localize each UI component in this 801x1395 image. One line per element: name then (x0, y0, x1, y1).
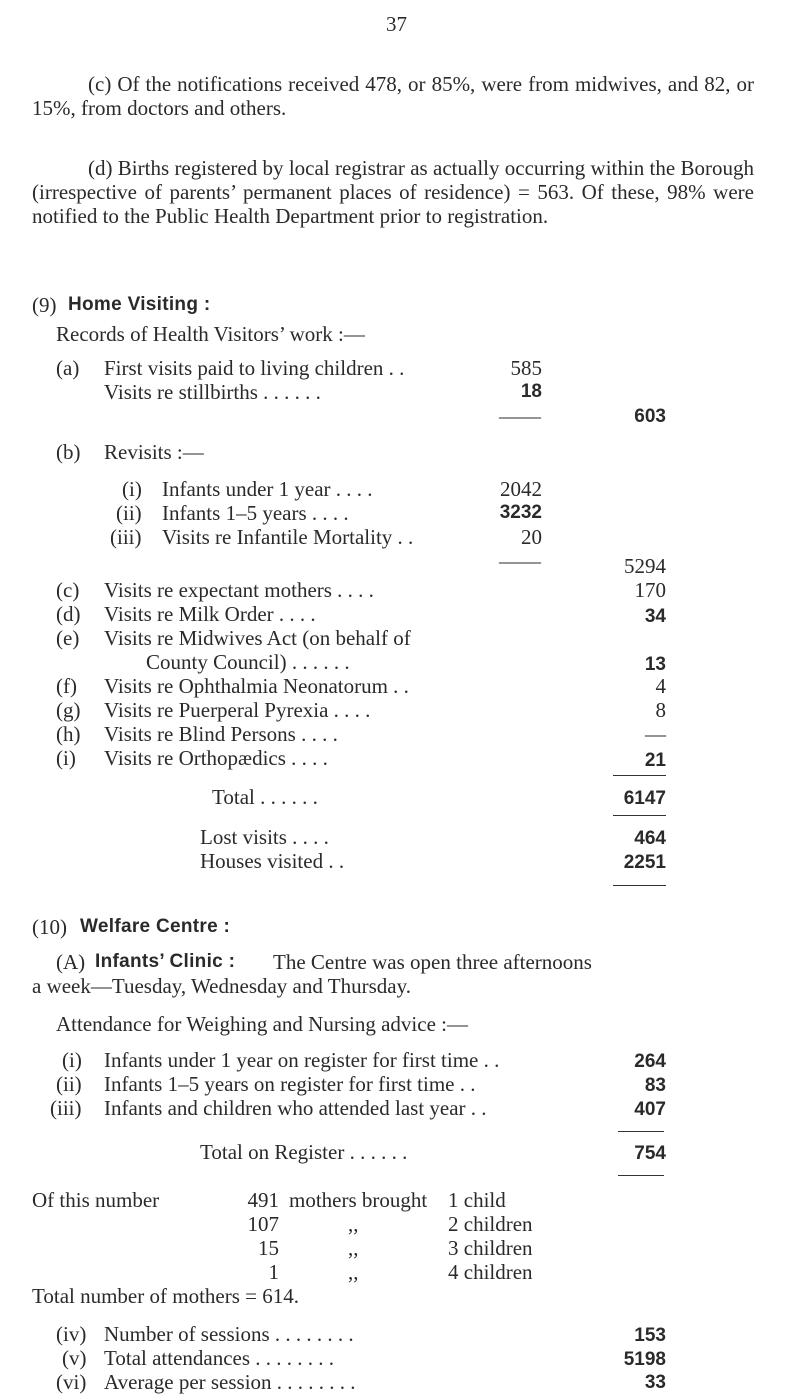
attendances-num: (v) (62, 1346, 87, 1370)
total-rule (613, 775, 666, 776)
revisits-dash: —— (499, 549, 541, 573)
revisit-1-num: (i) (122, 477, 142, 501)
lost-visits-label: Lost visits . . . . (200, 825, 329, 849)
total-value: 6147 (623, 788, 666, 809)
item-a-value2: 18 (520, 381, 542, 402)
item-g-letter: (g) (56, 698, 81, 722)
item-a-line2: Visits re stillbirths . . . . . . (104, 380, 321, 404)
attendance-2-num: (ii) (56, 1072, 82, 1096)
item-e-text-cont: County Council) . . . . . . (146, 650, 350, 674)
mothers-2-verb: ,, (348, 1212, 359, 1236)
sessions-value: 153 (634, 1325, 666, 1346)
records-heading: Records of Health Visitors’ work :— (56, 322, 365, 346)
attendance-3-num: (iii) (50, 1096, 82, 1120)
mothers-1-verb: mothers brought (289, 1188, 428, 1212)
mothers-intro: Of this number (32, 1188, 160, 1212)
item-i-text: Visits re Orthopædics . . . . (104, 746, 328, 770)
mothers-2-children: 2 children (448, 1212, 533, 1236)
item-f-letter: (f) (56, 674, 77, 698)
revisit-2-text: Infants 1–5 years . . . . (162, 501, 349, 525)
item-e-text: Visits re Midwives Act (on behalf of (104, 626, 411, 650)
attendance-heading: Attendance for Weighing and Nursing advice :— (56, 1012, 468, 1036)
revisit-2-value: 3232 (499, 502, 542, 523)
mothers-1-count: 491 (247, 1188, 279, 1212)
houses-visited-value: 2251 (623, 852, 666, 873)
mothers-1-children: 1 child (448, 1188, 506, 1212)
item-f-value: 4 (655, 674, 666, 698)
register-rule-bottom (618, 1175, 664, 1176)
attendance-2-value: 83 (644, 1075, 666, 1096)
attendance-2-text: Infants 1–5 years on register for first time . . (104, 1072, 476, 1096)
clinic-letter: (A) (56, 950, 86, 974)
section-9-number: (9) (32, 293, 57, 317)
average-num: (vi) (56, 1370, 87, 1394)
register-label: Total on Register . . . . . . (200, 1140, 408, 1164)
revisits-total: 5294 (624, 554, 666, 578)
item-h-text: Visits re Blind Persons . . . . (104, 722, 338, 746)
mothers-4-verb: ,, (348, 1260, 359, 1284)
item-d-letter: (d) (56, 602, 81, 626)
item-d-text: Visits re Milk Order . . . . (104, 602, 316, 626)
mothers-4-children: 4 children (448, 1260, 533, 1284)
sessions-num: (iv) (56, 1322, 87, 1346)
item-g-value: 8 (655, 698, 666, 722)
item-d-value: 34 (644, 606, 666, 627)
item-c-value: 170 (634, 578, 666, 602)
revisit-3-value: 20 (521, 525, 542, 549)
clinic-title: Infants’ Clinic : (95, 951, 236, 972)
clinic-text-cont: a week—Tuesday, Wednesday and Thursday. (32, 974, 411, 998)
lost-visits-value: 464 (634, 828, 666, 849)
attendance-3-value: 407 (634, 1099, 666, 1120)
mothers-3-count: 15 (258, 1236, 279, 1260)
houses-visited-label: Houses visited . . (200, 849, 345, 873)
mothers-total: Total number of mothers = 614. (32, 1284, 299, 1308)
section-10-title: Welfare Centre : (80, 916, 231, 937)
item-h-value: — (645, 722, 666, 746)
attendance-1-value: 264 (634, 1051, 666, 1072)
attendance-1-num: (i) (62, 1048, 82, 1072)
revisit-1-text: Infants under 1 year . . . . (162, 477, 373, 501)
item-f-text: Visits re Ophthalmia Neonatorum . . (104, 674, 409, 698)
item-i-value: 21 (644, 750, 666, 771)
mothers-3-children: 3 children (448, 1236, 533, 1260)
attendances-text: Total attendances . . . . . . . . (104, 1346, 335, 1370)
revisit-1-value: 2042 (500, 477, 542, 501)
average-text: Average per session . . . . . . . . (104, 1370, 356, 1394)
item-a-dash: —— (499, 404, 541, 428)
item-g-text: Visits re Puerperal Pyrexia . . . . (104, 698, 371, 722)
revisit-3-num: (iii) (110, 525, 142, 549)
item-a-total: 603 (634, 406, 666, 427)
attendances-value: 5198 (623, 1349, 666, 1370)
houses-rule (613, 885, 666, 886)
section-9-title: Home Visiting : (68, 294, 211, 315)
revisit-2-num: (ii) (116, 501, 142, 525)
sessions-text: Number of sessions . . . . . . . . (104, 1322, 354, 1346)
revisit-3-text: Visits re Infantile Mortality . . (162, 525, 414, 549)
total-rule-bottom (613, 815, 666, 816)
item-a-letter: (a) (56, 356, 80, 380)
mothers-2-count: 107 (247, 1212, 279, 1236)
item-b-letter: (b) (56, 440, 81, 464)
item-c-letter: (c) (56, 578, 80, 602)
register-rule (618, 1131, 664, 1132)
item-c-text: Visits re expectant mothers . . . . (104, 578, 374, 602)
section-10-number: (10) (32, 915, 67, 939)
clinic-text: The Centre was open three afternoons (273, 950, 592, 974)
page-number: 37 (386, 12, 407, 36)
average-value: 33 (644, 1372, 666, 1393)
item-e-value: 13 (644, 654, 666, 675)
item-b-label: Revisits :— (104, 440, 204, 464)
item-i-letter: (i) (56, 746, 76, 770)
total-label: Total . . . . . . (212, 785, 318, 809)
mothers-3-verb: ,, (348, 1236, 359, 1260)
attendance-1-text: Infants under 1 year on register for first time . . (104, 1048, 500, 1072)
mothers-4-count: 1 (268, 1260, 279, 1284)
item-h-letter: (h) (56, 722, 81, 746)
births-paragraph: (d) Births registered by local registrar as actually occurring within the Borough (irrespective of parents’ permanent places of residence) = 563. Of these, 98% were notified to the Public Health Department prior to registration. (32, 156, 754, 228)
register-value: 754 (634, 1143, 666, 1164)
item-a-value1: 585 (510, 356, 542, 380)
item-e-letter: (e) (56, 626, 80, 650)
notifications-paragraph: (c) Of the notifications received 478, or 85%, were from midwives, and 82, or 15%, from doctors and others. (32, 72, 754, 120)
attendance-3-text: Infants and children who attended last year . . (104, 1096, 487, 1120)
item-a-line1: First visits paid to living children . . (104, 356, 405, 380)
